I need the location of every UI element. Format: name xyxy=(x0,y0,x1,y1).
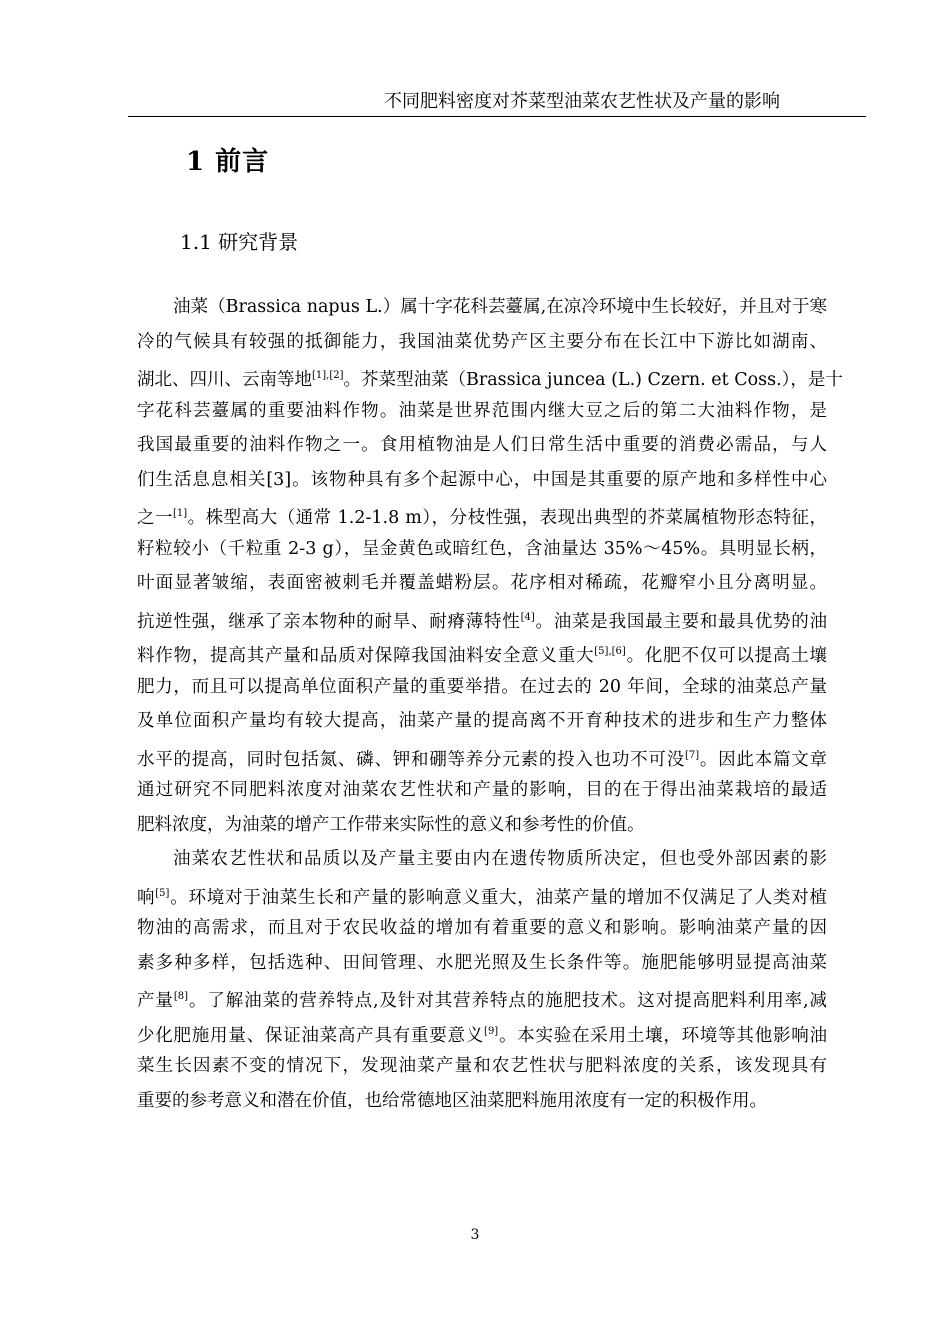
citation-marker: [5],[6] xyxy=(594,646,626,657)
paragraph-2 xyxy=(137,842,827,1118)
citation-marker: [8] xyxy=(173,991,188,1002)
paragraph-line: 我国最重要的油料作物之一。食用植物油是人们日常生活中重要的消费必需品，与人 xyxy=(137,435,827,455)
paragraph-line: 叶面显著皱缩，表面密被刺毛并覆盖蜡粉层。花序相对稀疏，花瓣窄小且分离明显。 xyxy=(137,573,827,593)
paragraph-line: 肥力，而且可以提高单位面积产量的重要举措。在过去的 20 年间，全球的油菜总产量 xyxy=(137,676,827,697)
paragraph-line: 重要的参考意义和潜在价值，也给常德地区油菜肥料施用浓度有一定的积极作用。 xyxy=(137,1090,767,1111)
page-number: 3 xyxy=(470,1227,480,1243)
paragraph-line: 素多种多样，包括选种、田间管理、水肥光照及生长条件等。施肥能够明显提高油菜 xyxy=(137,952,827,973)
citation-marker: [7] xyxy=(684,749,700,761)
paragraph-line: 肥料浓度，为油菜的增产工作带来实际性的意义和参考性的价值。 xyxy=(137,814,645,835)
citation-marker: [5] xyxy=(155,887,170,899)
paragraph-line: 通过研究不同肥料浓度对油菜农艺性状和产量的影响，目的在于得出油菜栽培的最适 xyxy=(137,780,827,800)
citation-marker: [9] xyxy=(484,1025,499,1037)
paragraph-line: 字花科芸薹属的重要油料作物。油菜是世界范围内继大豆之后的第二大油料作物，是 xyxy=(137,400,827,421)
paragraph-line: 水平的提高，同时包括氮、磷、钾和硼等养分元素的投入也功不可没[7]。因此本篇文章 xyxy=(137,749,827,770)
paragraph-1 xyxy=(137,290,843,842)
citation-marker: [3] xyxy=(266,469,292,490)
paragraph-line: 冷的气候具有较强的抵御能力，我国油菜优势产区主要分布在长江中下游比如湖南、 xyxy=(137,331,827,352)
paragraph-line: 们生活息息相关[3]。该物种具有多个起源中心，中国是其重要的原产地和多样性中心 xyxy=(137,469,828,490)
running-header xyxy=(128,90,866,117)
running-header-title: 不同肥料密度对芥菜型油菜农艺性状及产量的影响 xyxy=(384,91,780,112)
paragraph-line: 籽粒较小（千粒重 2-3 g），呈金黄色或暗红色，含油量达 35%～45%。具明显长柄， xyxy=(137,538,827,559)
paragraph-line: 抗逆性强，继承了亲本物种的耐旱、耐瘠薄特性[4]。油菜是我国最主要和最具优势的油 xyxy=(137,611,827,632)
section-heading: 1 前言 xyxy=(186,147,270,177)
citation-marker: [1],[2] xyxy=(312,370,344,381)
citation-marker: [4] xyxy=(520,611,535,623)
paragraph-line: 之一[1]。株型高大（通常 1.2-1.8 m），分枝性强，表现出典型的芥菜属植物形态特征， xyxy=(137,507,828,528)
paragraph-line: 物油的高需求，而且对于农民收益的增加有着重要的意义和影响。影响油菜产量的因 xyxy=(137,918,827,938)
citation-marker: [1] xyxy=(173,508,188,519)
paragraph-line: 料作物，提高其产量和品质对保障我国油料安全意义重大[5],[6]。化肥不仅可以提高土壤 xyxy=(137,645,827,666)
paragraph-line: 湖北、四川、云南等地[1],[2]。芥菜型油菜（Brassica juncea (L.) Czern. et Coss.），是十 xyxy=(137,369,843,390)
paragraph-line: 油菜农艺性状和品质以及产量主要由内在遗传物质所决定，但也受外部因素的影 xyxy=(173,849,827,869)
paragraph-line: 少化肥施用量、保证油菜高产具有重要意义[9]。本实验在采用土壤，环境等其他影响油 xyxy=(137,1025,827,1046)
paragraph-line: 及单位面积产量均有较大提高，油菜产量的提高离不开育种技术的进步和生产力整体 xyxy=(137,711,827,731)
paragraph-line: 响[5]。环境对于油菜生长和产量的影响意义重大，油菜产量的增加不仅满足了人类对植 xyxy=(137,887,827,908)
paragraph-line: 产量[8]。了解油菜的营养特点,及针对其营养特点的施肥技术。这对提高肥料利用率,减 xyxy=(137,990,827,1011)
paragraph-line: 油菜（Brassica napus L.）属十字花科芸薹属,在凉冷环境中生长较好，并且对于寒 xyxy=(173,297,827,317)
paragraph-line: 菜生长因素不变的情况下，发现油菜产量和农艺性状与肥料浓度的关系，该发现具有 xyxy=(137,1056,827,1076)
subsection-heading: 1.1 研究背景 xyxy=(180,230,299,254)
